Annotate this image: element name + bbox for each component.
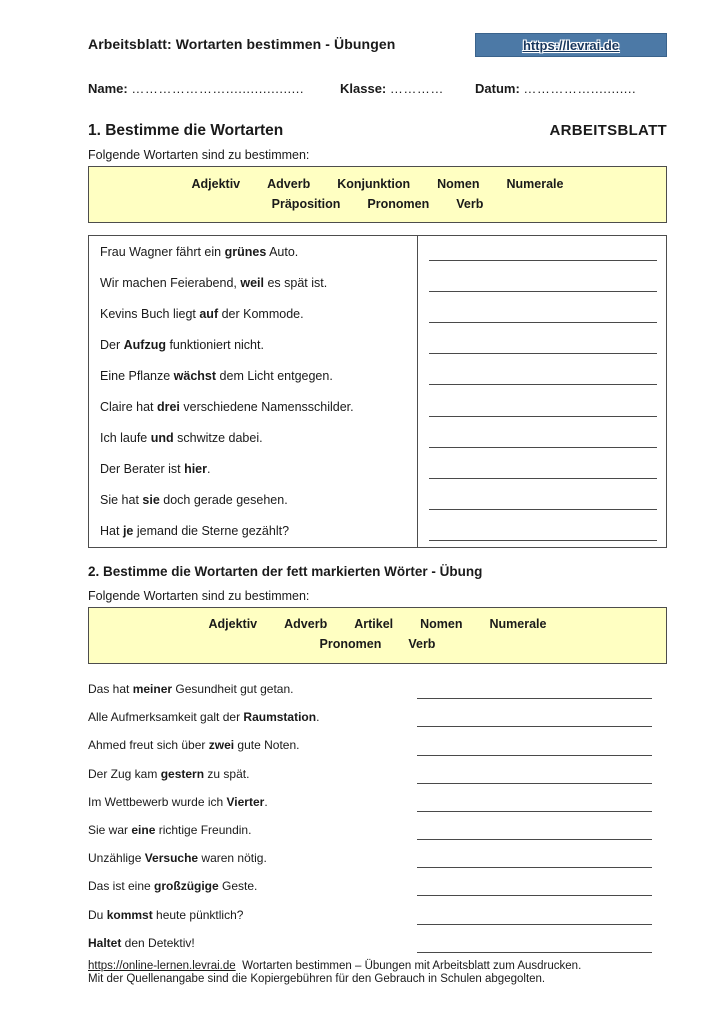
bold-word: drei — [156, 400, 180, 415]
footer-line1 — [88, 960, 667, 974]
sentence-fragment: Der Zug kam — [88, 766, 161, 781]
sentence-row — [88, 900, 667, 928]
sentence-row — [89, 298, 666, 329]
wordtype-label: Nomen — [437, 176, 480, 191]
answer-cell — [417, 872, 667, 900]
answer-cell — [417, 929, 667, 957]
answer-cell — [417, 360, 666, 391]
klasse-blank: ………… — [389, 81, 444, 96]
answer-line — [429, 509, 657, 510]
sentence-fragment: Geste. — [218, 879, 258, 894]
sentence-fragment: Ahmed freut sich über — [88, 738, 209, 753]
bold-word: weil — [240, 275, 264, 290]
wordtypes-row — [272, 197, 484, 211]
wordtype-label: Adverb — [284, 617, 328, 632]
bold-word: sie — [142, 493, 160, 508]
sentence-row — [89, 516, 666, 547]
sentence-text — [88, 788, 417, 816]
answer-line — [429, 478, 657, 479]
sentence-fragment: Der Berater ist — [100, 462, 185, 477]
bold-word: und — [150, 431, 174, 446]
wordtype-label: Pronomen — [319, 637, 382, 652]
sentence-fragment: Kevins Buch liegt — [100, 306, 200, 321]
wordtypes-box-1 — [88, 166, 667, 223]
footer — [88, 960, 667, 987]
sentence-fragment: den Detektiv! — [121, 935, 195, 950]
answer-line — [429, 291, 657, 292]
sentence-fragment: Gesundheit gut getan. — [172, 682, 294, 697]
sentence-fragment: es spät ist. — [263, 275, 328, 290]
sentence-fragment: waren nötig. — [198, 851, 267, 866]
sentence-fragment: Du — [88, 907, 107, 922]
sentence-fragment: Sie war — [88, 822, 132, 837]
answer-cell — [417, 816, 667, 844]
levrai-link[interactable]: https://levrai.de — [522, 37, 620, 53]
bold-word: Versuche — [144, 851, 199, 866]
sentence-fragment: Der — [100, 337, 124, 352]
arbeitsblatt-label: ARBEITSBLATT — [549, 122, 667, 139]
answer-line — [429, 260, 657, 261]
sentence-row — [89, 454, 666, 485]
sentence-text — [88, 900, 417, 928]
bold-word: eine — [131, 822, 156, 837]
wordtypes-row — [320, 637, 436, 651]
answer-cell — [417, 516, 666, 547]
wordtype-label: Pronomen — [367, 196, 430, 211]
sentence-row — [89, 329, 666, 360]
answer-line — [429, 384, 657, 385]
sentence-row — [88, 760, 667, 788]
sentence-text — [88, 872, 417, 900]
answer-line — [417, 924, 652, 925]
sentence-row — [89, 267, 666, 298]
sentence-fragment: Das ist eine — [88, 879, 155, 894]
sentence-fragment: funktioniert nicht. — [165, 337, 264, 352]
sentence-row — [88, 844, 667, 872]
sentence-fragment: gute Noten. — [234, 738, 300, 753]
footer-link[interactable]: https://online-lernen.levrai.de — [88, 959, 236, 972]
section2-heading: 2. Bestimme die Wortarten der fett markierten Wörter - Übung — [88, 563, 483, 579]
bold-word: kommst — [106, 907, 153, 922]
sentence-text — [88, 760, 417, 788]
wordtypes-row — [192, 177, 564, 191]
bold-word: auf — [199, 306, 219, 321]
sentence-text — [88, 844, 417, 872]
answer-line — [417, 726, 652, 727]
sentence-fragment: Das hat — [88, 682, 133, 697]
sentence-row — [89, 236, 666, 267]
section1-intro: Folgende Wortarten sind zu bestimmen: — [88, 148, 310, 162]
sentence-fragment: schwitze dabei. — [173, 431, 263, 446]
answer-line — [429, 540, 657, 541]
bold-word: Raumstation — [243, 710, 317, 725]
bold-word: Aufzug — [123, 337, 166, 352]
sentence-row — [88, 816, 667, 844]
sentence-fragment: der Kommode. — [218, 306, 304, 321]
bold-word: gestern — [160, 766, 205, 781]
answer-line — [417, 755, 652, 756]
answer-cell — [417, 267, 666, 298]
answer-cell — [417, 236, 666, 267]
sentence-text — [89, 423, 417, 454]
wordtype-label: Nomen — [420, 617, 463, 632]
sentence-text — [88, 929, 417, 957]
answer-line — [417, 783, 652, 784]
sentence-fragment: . — [316, 710, 320, 725]
answer-cell — [417, 703, 667, 731]
sentence-row — [88, 872, 667, 900]
footer-line2: Mit der Quellenangabe sind die Kopiergebühren für den Gebrauch in Schulen abgegolten. — [88, 973, 546, 986]
sentence-fragment: heute pünktlich? — [152, 907, 244, 922]
footer-text: Wortarten bestimmen – Übungen mit Arbeitsblatt zum Ausdrucken. — [242, 959, 582, 972]
sentence-row — [89, 360, 666, 391]
sentence-fragment: Unzählige — [88, 851, 145, 866]
bold-word: zwei — [208, 738, 235, 753]
bold-word: grünes — [224, 244, 267, 259]
sentence-row — [88, 675, 667, 703]
sentence-fragment: verschiedene Namensschilder. — [179, 400, 354, 415]
answer-cell — [417, 900, 667, 928]
datum-label: Datum: — [475, 81, 520, 96]
sentence-fragment: richtige Freundin. — [155, 822, 252, 837]
answer-line — [417, 839, 652, 840]
name-label: Name: — [88, 81, 128, 96]
answer-cell — [417, 788, 667, 816]
sentence-fragment: jemand die Sterne gezählt? — [133, 524, 290, 539]
section1-heading-row — [88, 122, 667, 140]
sentence-text — [89, 360, 417, 391]
section2-intro: Folgende Wortarten sind zu bestimmen: — [88, 588, 310, 603]
name-field — [88, 81, 340, 96]
sentence-text — [88, 731, 417, 759]
answer-line — [417, 698, 652, 699]
sentence-text — [89, 391, 417, 422]
sentence-fragment: Auto. — [266, 244, 299, 259]
exercise2-list — [88, 675, 667, 957]
answer-line — [429, 447, 657, 448]
sentence-text — [88, 675, 417, 703]
answer-cell — [417, 329, 666, 360]
sentence-fragment: Alle Aufmerksamkeit galt der — [88, 710, 244, 725]
sentence-fragment: doch gerade gesehen. — [159, 493, 288, 508]
wordtype-label: Konjunktion — [337, 176, 411, 191]
sentence-text — [89, 267, 417, 298]
wordtype-label: Verb — [408, 637, 436, 652]
sentence-text — [89, 516, 417, 547]
page-title: Arbeitsblatt: Wortarten bestimmen - Übungen — [88, 36, 396, 52]
answer-cell — [417, 675, 667, 703]
wordtype-label: Numerale — [506, 176, 564, 191]
sentence-fragment: zu spät. — [204, 766, 250, 781]
wordtype-label: Adjektiv — [208, 617, 258, 632]
sentence-fragment: Sie hat — [100, 493, 143, 508]
section2-heading-row — [88, 564, 667, 579]
sentence-text — [89, 329, 417, 360]
sentence-text — [89, 298, 417, 329]
bold-word: meiner — [132, 682, 173, 697]
sentence-row — [89, 485, 666, 516]
answer-cell — [417, 760, 667, 788]
sentence-row — [89, 391, 666, 422]
wordtype-label: Verb — [456, 196, 484, 211]
name-class-date-row — [88, 81, 667, 96]
datum-blank: ……………........... — [523, 81, 637, 96]
sentence-text — [89, 485, 417, 516]
bold-word: großzügige — [154, 879, 219, 894]
sentence-text — [89, 454, 417, 485]
wordtype-label: Adverb — [267, 176, 311, 191]
sentence-text — [89, 236, 417, 267]
sentence-fragment: Claire hat — [100, 400, 157, 415]
name-blank: …………………................... — [131, 81, 304, 96]
wordtype-label: Numerale — [489, 617, 547, 632]
bold-word: Vierter — [226, 794, 265, 809]
sentence-row — [88, 703, 667, 731]
sentence-fragment: Ich laufe — [100, 431, 151, 446]
sentence-fragment: Eine Pflanze — [100, 368, 174, 383]
answer-line — [417, 867, 652, 868]
sentence-fragment: Wir machen Feierabend, — [100, 275, 241, 290]
sentence-row — [88, 929, 667, 957]
sentence-fragment: Im Wettbewerb wurde ich — [88, 794, 227, 809]
answer-line — [417, 811, 652, 812]
wordtypes-box-2 — [88, 607, 667, 664]
answer-cell — [417, 485, 666, 516]
wordtype-label: Adjektiv — [191, 176, 241, 191]
section1-heading: 1. Bestimme die Wortarten — [88, 122, 284, 139]
levrai-link-box[interactable] — [475, 33, 667, 57]
sentence-fragment: . — [264, 794, 268, 809]
answer-cell — [417, 731, 667, 759]
datum-field — [475, 81, 636, 96]
sentence-text — [88, 816, 417, 844]
sentence-fragment: Hat — [100, 524, 123, 539]
klasse-label: Klasse: — [340, 81, 387, 96]
sentence-row — [89, 423, 666, 454]
sentence-fragment: dem Licht entgegen. — [216, 368, 333, 383]
answer-line — [429, 416, 657, 417]
answer-line — [429, 353, 657, 354]
answer-cell — [417, 298, 666, 329]
wordtypes-row — [209, 617, 547, 631]
sentence-fragment: Frau Wagner fährt ein — [100, 244, 225, 259]
sentence-fragment: . — [207, 462, 211, 477]
answer-line — [429, 322, 657, 323]
answer-cell — [417, 454, 666, 485]
wordtype-label: Präposition — [271, 196, 341, 211]
answer-line — [417, 895, 652, 896]
bold-word: je — [122, 524, 134, 539]
bold-word: hier — [184, 462, 207, 477]
exercise1-box — [88, 235, 667, 548]
sentence-row — [88, 788, 667, 816]
answer-cell — [417, 844, 667, 872]
bold-word: Haltet — [88, 935, 122, 950]
answer-cell — [417, 391, 666, 422]
klasse-field — [340, 81, 475, 96]
bold-word: wächst — [173, 368, 217, 383]
wordtype-label: Artikel — [354, 617, 394, 632]
sentence-row — [88, 731, 667, 759]
sentence-text — [88, 703, 417, 731]
header — [88, 33, 667, 57]
answer-cell — [417, 423, 666, 454]
answer-line — [417, 952, 652, 953]
